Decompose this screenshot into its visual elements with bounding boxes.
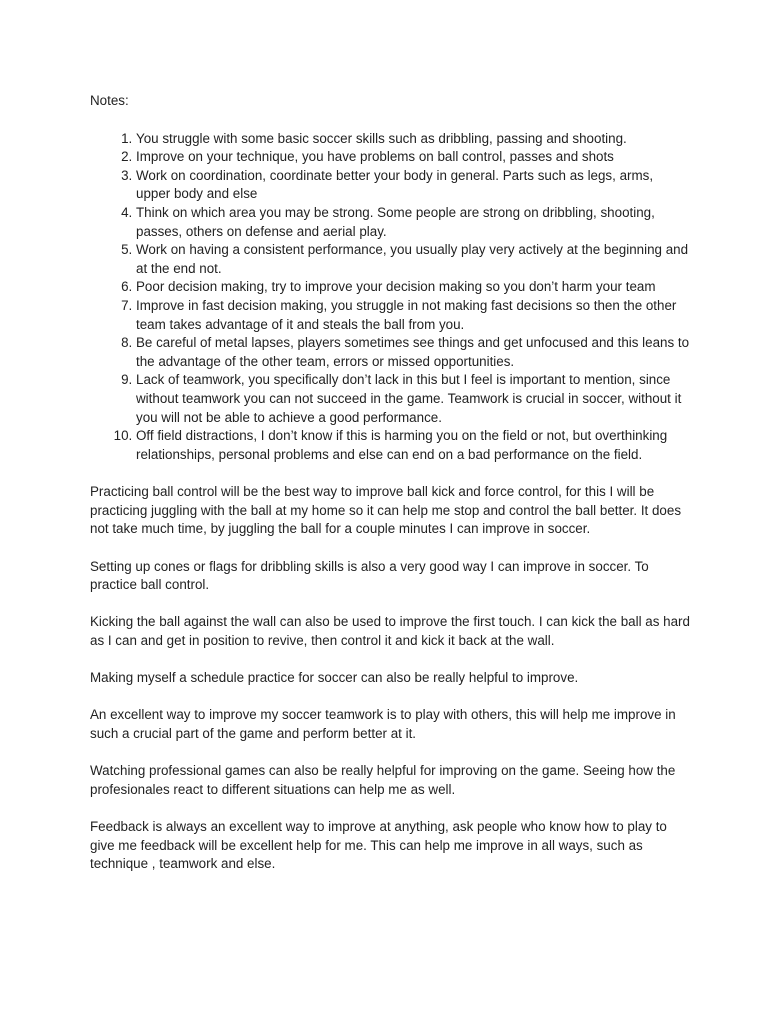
list-item: 3. Work on coordination, coordinate better your body in general. Parts such as legs, arms, upper body and else — [136, 167, 690, 204]
list-item: 9. Lack of teamwork, you specifically don’t lack in this but I feel is important to mention, since without teamwork you can not succeed in the game. Teamwork is crucial in soccer, without it you will not be able to achieve a good performance. — [136, 371, 690, 427]
list-item: 10. Off field distractions, I don’t know if this is harming you on the field or not, but overthinking relationships, personal problems and else can end on a bad performance on the field. — [136, 427, 690, 464]
list-item: 6. Poor decision making, try to improve your decision making so you don’t harm your team — [136, 278, 690, 297]
list-item: 5. Work on having a consistent performance, you usually play very actively at the beginning and at the end not. — [136, 241, 690, 278]
list-item: 7. Improve in fast decision making, you struggle in not making fast decisions so then the other team takes advantage of it and steals the ball from you. — [136, 297, 690, 334]
paragraph-ball-control: Practicing ball control will be the best way to improve ball kick and force control, for this I will be practicing juggling with the ball at my home so it can help me stop and control the ball better. It does not take much time, by juggling the ball for a couple minutes I can improve in soccer. — [90, 484, 682, 537]
document-page — [90, 92, 690, 892]
paragraph-teamwork: An excellent way to improve my soccer teamwork is to play with others, this will help me improve in such a crucial part of the game and perform better at it. — [90, 707, 676, 741]
paragraph-feedback: Feedback is always an excellent way to improve at anything, ask people who know how to play to give me feedback will be excellent help for me. This can help me improve in all ways, such as technique , teamwork and else. — [90, 818, 667, 872]
paragraph-watching: Watching professional games can also be really helpful for improving on the game. Seeing how the profesionales react to different situations can help me as well. — [90, 763, 676, 797]
paragraph-cones: Setting up cones or flags for dribbling skills is also a very good way I can improve in soccer. To practice ball control. — [90, 558, 649, 593]
paragraph-schedule: Making myself a schedule practice for soccer can also be really helpful to improve. — [90, 670, 579, 686]
list-item: 8. Be careful of metal lapses, players sometimes see things and get unfocused and this leans to the advantage of the other team, errors or missed opportunities. — [136, 334, 690, 371]
paragraph-wall: Kicking the ball against the wall can also be used to improve the first touch. I can kick the ball as hard as I can and get in position to revive, then control it and kick it back at the wall. — [90, 614, 690, 649]
list-item: 1. You struggle with some basic soccer skills such as dribbling, passing and shooting. — [136, 130, 690, 149]
list-item: 4. Think on which area you may be strong. Some people are strong on dribbling, shooting, passes, others on defense and aerial play. — [136, 204, 690, 241]
list-item: 2. Improve on your technique, you have problems on ball control, passes and shots — [136, 148, 690, 167]
notes-heading: Notes: — [90, 93, 129, 108]
notes-list — [90, 130, 690, 465]
